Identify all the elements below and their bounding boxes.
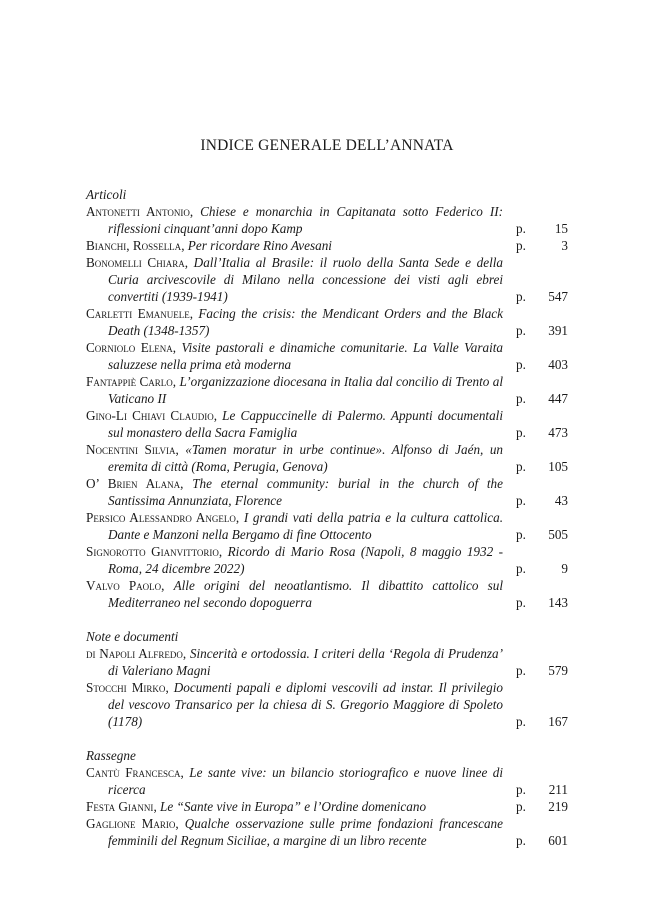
entry-author: Valvo Paolo [86, 578, 162, 593]
index-entry [86, 339, 568, 373]
entry-author: Persico Alessandro Angelo [86, 510, 236, 525]
entry-text: Antonetti Antonio, Chiese e monarchia in Capitanata sotto Federico II: riflessioni cinquant’anni dopo Kamp [86, 204, 503, 236]
index-entry [86, 645, 568, 679]
entry-title: Dall’Italia al Brasile: il ruolo della Santa Sede e della Curia arcivescovile di Milano nella concessione dei visti agli ebrei convertiti (1939-1941) [108, 255, 503, 304]
page-label: p. [516, 663, 526, 678]
entry-title: «Tamen moratur in urbe continue». Alfonso di Jaén, un eremita di città (Roma, Perugia, Genova) [108, 442, 504, 474]
page-number: 391 [548, 323, 568, 338]
index-entry [86, 509, 568, 543]
page-number: 43 [554, 493, 568, 508]
index-entry [86, 543, 568, 577]
entry-title: Sincerità e ortodossia. I criteri della ‘Regola di Prudenza’ di Valeriano Magni [108, 646, 503, 678]
entry-text: Carletti Emanuele, Facing the crisis: the Mendicant Orders and the Black Death (1348-1357) [86, 306, 504, 338]
entry-author: Nocentini Silvia [86, 442, 176, 457]
entry-title: Le “Sante vive in Europa” e l’Ordine domenicano [160, 799, 427, 814]
page-label: p. [516, 714, 526, 729]
table-of-contents [86, 186, 568, 849]
index-entry [86, 577, 568, 611]
entry-text: Gino-Li Chiavi Claudio, Le Cappuccinelle di Palermo. Appunti documentali sul monastero della Sacra Famiglia [86, 408, 504, 440]
entry-title: L’organizzazione diocesana in Italia dal concilio di Trento al Vaticano II [108, 374, 503, 406]
index-entry [86, 305, 568, 339]
entry-title: I grandi vati della patria e la cultura cattolica. Dante e Manzoni nella Bergamo di fine Ottocento [108, 510, 504, 542]
page-number: 9 [561, 561, 568, 576]
entry-text: Valvo Paolo, Alle origini del neoatlantismo. Il dibattito cattolico sul Mediterraneo nel secondo dopoguerra [86, 578, 504, 610]
entry-author: Festa Gianni [86, 799, 154, 814]
entry-author: Signorotto Gianvittorio [86, 544, 219, 559]
index-entry [86, 764, 568, 798]
entry-text: Cantù Francesca, Le sante vive: un bilancio storiografico e nuove linee di ricerca [86, 765, 504, 797]
section-gap [86, 611, 568, 628]
index-entry [86, 254, 568, 305]
section-heading: Rassegne [86, 748, 136, 763]
entry-text: Fantappiè Carlo, L’organizzazione diocesana in Italia dal concilio di Trento al Vaticano II [86, 374, 503, 406]
page-number: 15 [554, 221, 568, 236]
index-entry [86, 798, 568, 815]
page-label: p. [516, 799, 526, 814]
page-label: p. [516, 595, 526, 610]
entry-title: Chiese e monarchia in Capitanata sotto Federico II: riflessioni cinquant’anni dopo Kamp [108, 204, 503, 236]
index-entry [86, 407, 568, 441]
entry-author: Corniolo Elena [86, 340, 173, 355]
page-number: 143 [548, 595, 568, 610]
section-gap [86, 730, 568, 747]
page-number: 579 [548, 663, 568, 678]
page-number: 403 [548, 357, 568, 372]
entry-text: Persico Alessandro Angelo, I grandi vati della patria e la cultura cattolica. Dante e Manzoni nella Bergamo di fine Ottocento [86, 510, 504, 542]
page-label: p. [516, 425, 526, 440]
entry-author: Gino-Li Chiavi Claudio [86, 408, 214, 423]
page-number: 473 [548, 425, 568, 440]
page-number: 547 [548, 289, 568, 304]
entry-title: Qualche osservazione sulle prime fondazioni francescane femminili del Regnum Siciliae, a margine di un libro recente [108, 816, 503, 848]
entry-text: Nocentini Silvia, «Tamen moratur in urbe continue». Alfonso di Jaén, un eremita di città (Roma, Perugia, Genova) [86, 442, 504, 474]
page-label: p. [516, 833, 526, 848]
entry-title: Facing the crisis: the Mendicant Orders and the Black Death (1348-1357) [108, 306, 504, 338]
page-label: p. [516, 561, 526, 576]
section-heading: Note e documenti [86, 629, 179, 644]
page-label: p. [516, 527, 526, 542]
entry-text: Festa Gianni, Le “Sante vive in Europa” e l’Ordine domenicano [86, 799, 427, 814]
page-title: INDICE GENERALE DELL’ANNATA [200, 137, 454, 154]
page-number: 601 [548, 833, 568, 848]
page-number: 505 [548, 527, 568, 542]
page-label: p. [516, 221, 526, 236]
page-label: p. [516, 323, 526, 338]
index-entry [86, 203, 568, 237]
entry-author: Cantù Francesca [86, 765, 181, 780]
page-number: 211 [548, 782, 568, 797]
page-label: p. [516, 289, 526, 304]
page-number: 167 [548, 714, 568, 729]
entry-author: Antonetti Antonio [86, 204, 190, 219]
index-entry [86, 441, 568, 475]
index-entry [86, 679, 568, 730]
page-label: p. [516, 493, 526, 508]
entry-title: Documenti papali e diplomi vescovili ad instar. Il privilegio del vescovo Transarico per la chiesa di S. Gregorio Maggiore di Spoleto (1178) [108, 680, 503, 729]
entry-title: Visite pastorali e dinamiche comunitarie. La Valle Varaita saluzzese nella prima età moderna [108, 340, 504, 372]
entry-author: Stocchi Mirko [86, 680, 166, 695]
entry-text: di Napoli Alfredo, Sincerità e ortodossia. I criteri della ‘Regola di Prudenza’ di Valeriano Magni [86, 646, 503, 678]
page-label: p. [516, 357, 526, 372]
entry-title: The eternal community: burial in the church of the Santissima Annunziata, Florence [108, 476, 504, 508]
page-label: p. [516, 782, 526, 797]
entry-author: Bonomelli Chiara [86, 255, 185, 270]
entry-title: Le Cappuccinelle di Palermo. Appunti documentali sul monastero della Sacra Famiglia [108, 408, 504, 440]
entry-author: Fantappiè Carlo [86, 374, 173, 389]
entry-title: Le sante vive: un bilancio storiografico e nuove linee di ricerca [108, 765, 504, 797]
entry-text: Stocchi Mirko, Documenti papali e diplomi vescovili ad instar. Il privilegio del vescovo Transarico per la chiesa di S. Gregorio Maggiore di Spoleto (1178) [86, 680, 503, 729]
entry-text: Bonomelli Chiara, Dall’Italia al Brasile: il ruolo della Santa Sede e della Curia arcivescovile di Milano nella concessione dei visti agli ebrei convertiti (1939-1941) [86, 255, 503, 304]
entry-title: Ricordo di Mario Rosa (Napoli, 8 maggio 1932 - Roma, 24 dicembre 2022) [108, 544, 503, 576]
entry-text: O’ Brien Alana, The eternal community: burial in the church of the Santissima Annunziata, Florence [86, 476, 504, 508]
entry-title: Per ricordare Rino Avesani [187, 238, 332, 253]
entry-text: Bianchi, Rossella, Per ricordare Rino Avesani [86, 238, 332, 253]
page-label: p. [516, 459, 526, 474]
entry-author: O’ Brien Alana [86, 476, 181, 491]
index-entry [86, 237, 568, 254]
entry-author: Gaglione Mario [86, 816, 176, 831]
index-entry [86, 373, 568, 407]
entry-text: Signorotto Gianvittorio, Ricordo di Mario Rosa (Napoli, 8 maggio 1932 - Roma, 24 dicembre 2022) [86, 544, 503, 576]
section-heading: Articoli [86, 187, 127, 202]
entry-title: Alle origini del neoatlantismo. Il dibattito cattolico sul Mediterraneo nel secondo dopoguerra [108, 578, 504, 610]
entry-author: di Napoli Alfredo [86, 646, 183, 661]
index-entry [86, 475, 568, 509]
entry-text: Corniolo Elena, Visite pastorali e dinamiche comunitarie. La Valle Varaita saluzzese nella prima età moderna [86, 340, 504, 372]
page-number: 105 [548, 459, 568, 474]
entry-author: Bianchi, Rossella [86, 238, 182, 253]
index-entry [86, 815, 568, 849]
page-number: 3 [561, 238, 568, 253]
page-label: p. [516, 391, 526, 406]
entry-text: Gaglione Mario, Qualche osservazione sulle prime fondazioni francescane femminili del Regnum Siciliae, a margine di un libro recente [86, 816, 503, 848]
page-number: 219 [548, 799, 568, 814]
page-label: p. [516, 238, 526, 253]
entry-author: Carletti Emanuele [86, 306, 190, 321]
page-number: 447 [548, 391, 568, 406]
